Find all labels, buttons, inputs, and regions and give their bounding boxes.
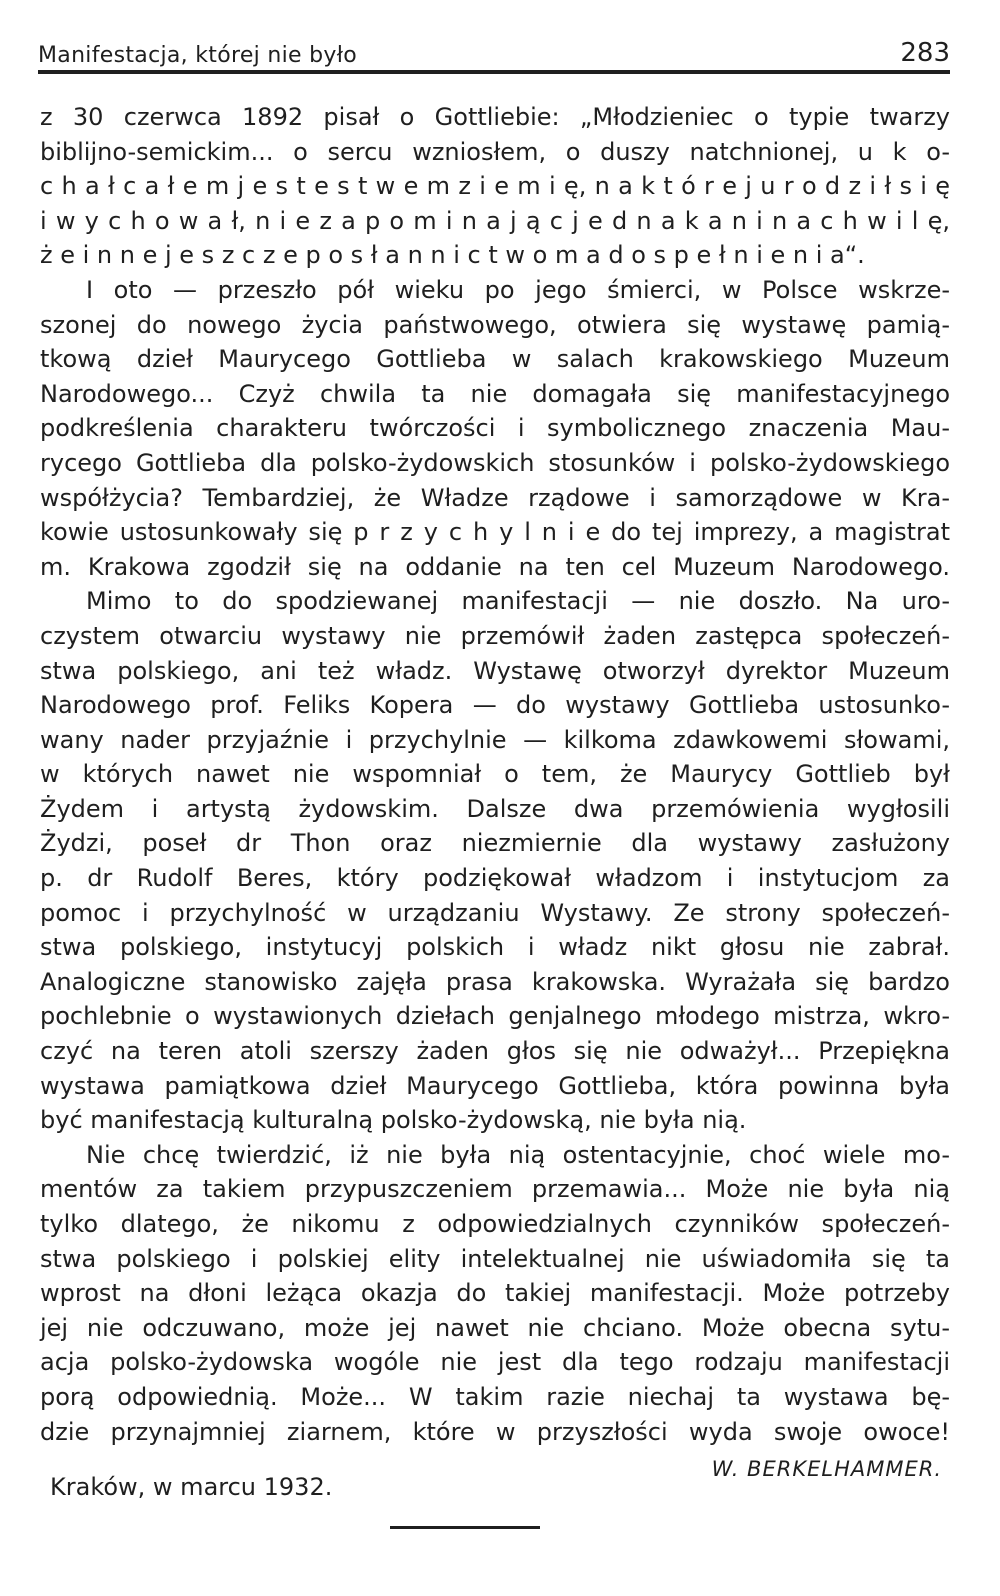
text-line: Żydzi, poseł dr Thon oraz niezmiernie dla wystawy zasłużony — [40, 829, 950, 858]
text-line: Mimo to do spodziewanej manifestacji — nie doszło. Na uro- — [86, 587, 950, 616]
text-line: z 30 czerwca 1892 pisał o Gottliebie: „Młodzieniec o typie twarzy — [40, 103, 950, 131]
text-line: m. Krakowa zgodził się na oddanie na ten cel Muzeum Narodowego. — [40, 552, 950, 581]
dateline: Kraków, w marcu 1932. — [50, 1473, 333, 1501]
text-line: biblijno-semickim... o sercu wzniosłem, o duszy natchnionej, u k o- — [40, 137, 950, 166]
text-line: pomoc i przychylność w urządzaniu Wystawy. Ze strony społeczeń- — [40, 898, 950, 927]
text-line: kowie ustosunkowały się p r z y c h y l n i e do tej imprezy, a magistrat — [40, 518, 950, 547]
end-rule — [390, 1526, 540, 1529]
text-line: p. dr Rudolf Beres, który podziękował władzom i instytucjom za — [40, 864, 950, 893]
text-line: być manifestacją kulturalną polsko-żydowską, nie była nią. — [40, 1106, 747, 1135]
text-line: porą odpowiednią. Może... W takim razie niechaj ta wystawa bę- — [40, 1382, 950, 1411]
text-line: współżycia? Tembardziej, że Władze rządowe i samorządowe w Kra- — [40, 483, 950, 512]
running-head — [38, 34, 950, 68]
text-line: czyć na teren atoli szerszy żaden głos się nie odważył... Przepiękna — [40, 1037, 950, 1066]
text-line: pochlebnie o wystawionych dziełach genjalnego młodego mistrza, wkro- — [40, 1002, 950, 1031]
text-line: i w y c h o w a ł, n i e z a p o m i n a j ą c j e d n a k a n i n a c h w i l ę, — [40, 206, 950, 235]
text-line: tkową dzieł Maurycego Gottlieba w salach krakowskiego Muzeum — [40, 345, 950, 374]
text-line: Narodowego... Czyż chwila ta nie domagała się manifestacyjnego — [40, 379, 950, 408]
text-line: rycego Gottlieba dla polsko-żydowskich stosunków i polsko-żydowskiego — [40, 448, 950, 477]
text-line: Żydem i artystą żydowskim. Dalsze dwa przemówienia wygłosili — [40, 794, 950, 823]
text-line: podkreślenia charakteru twórczości i symbolicznego znaczenia Mau- — [40, 414, 950, 443]
text-line: I oto — przeszło pół wieku po jego śmierci, w Polsce wskrze- — [86, 275, 950, 304]
text-line: Nie chcę twierdzić, iż nie była nią ostentacyjnie, choć wiele mo- — [86, 1140, 950, 1169]
header-rule — [38, 70, 950, 74]
text-line: Analogiczne stanowisko zajęła prasa krakowska. Wyrażała się bardzo — [40, 967, 950, 996]
text-line: stwa polskiego, ani też władz. Wystawę otworzył dyrektor Muzeum — [40, 656, 950, 685]
text-line: szonej do nowego życia państwowego, otwiera się wystawę pamią- — [40, 310, 950, 339]
text-line: acja polsko-żydowska wogóle nie jest dla tego rodzaju manifestacji — [40, 1348, 950, 1377]
text-line: stwa polskiego, instytucyj polskich i władz nikt głosu nie zabrał. — [40, 933, 950, 962]
text-line: wany nader przyjaźnie i przychylnie — kilkoma zdawkowemi słowami, — [40, 725, 950, 754]
text-line: c h a ł c a ł e m j e s t e s t w e m z i e m i ę, n a k t ó r e j u r o d z i ł s i ę — [40, 172, 950, 201]
body-text — [40, 100, 950, 1484]
running-title: Manifestacja, której nie było — [38, 43, 358, 68]
text-line: jej nie odczuwano, może jej nawet nie chciano. Może obecna sytu- — [40, 1313, 950, 1342]
text-line: w których nawet nie wspomniał o tem, że Maurycy Gottlieb był — [40, 760, 950, 789]
page-number: 283 — [900, 38, 950, 68]
text-line: wystawa pamiątkowa dzieł Maurycego Gottlieba, która powinna była — [40, 1071, 950, 1100]
text-line: czystem otwarciu wystawy nie przemówił żaden zastępca społeczeń- — [40, 621, 950, 650]
text-line: ż e i n n e j e s z c z e p o s ł a n n i c t w o m a d o s p e ł n i e n i a“. — [40, 241, 865, 270]
text-line: stwa polskiego i polskiej elity intelektualnej nie uświadomiła się ta — [40, 1244, 950, 1273]
text-line: dzie przynajmniej ziarnem, które w przyszłości wyda swoje owoce! — [40, 1417, 950, 1446]
author-signature: W. BERKELHAMMER. — [711, 1457, 942, 1482]
text-line: tylko dlatego, że nikomu z odpowiedzialnych czynników społeczeń- — [40, 1210, 950, 1238]
text-line: wprost na dłoni leżąca okazja do takiej manifestacji. Może potrzeby — [40, 1279, 950, 1308]
text-line: Narodowego prof. Feliks Kopera — do wystawy Gottlieba ustosunko- — [40, 691, 950, 720]
text-line: mentów za takiem przypuszczeniem przemawia... Może nie była nią — [40, 1175, 950, 1204]
